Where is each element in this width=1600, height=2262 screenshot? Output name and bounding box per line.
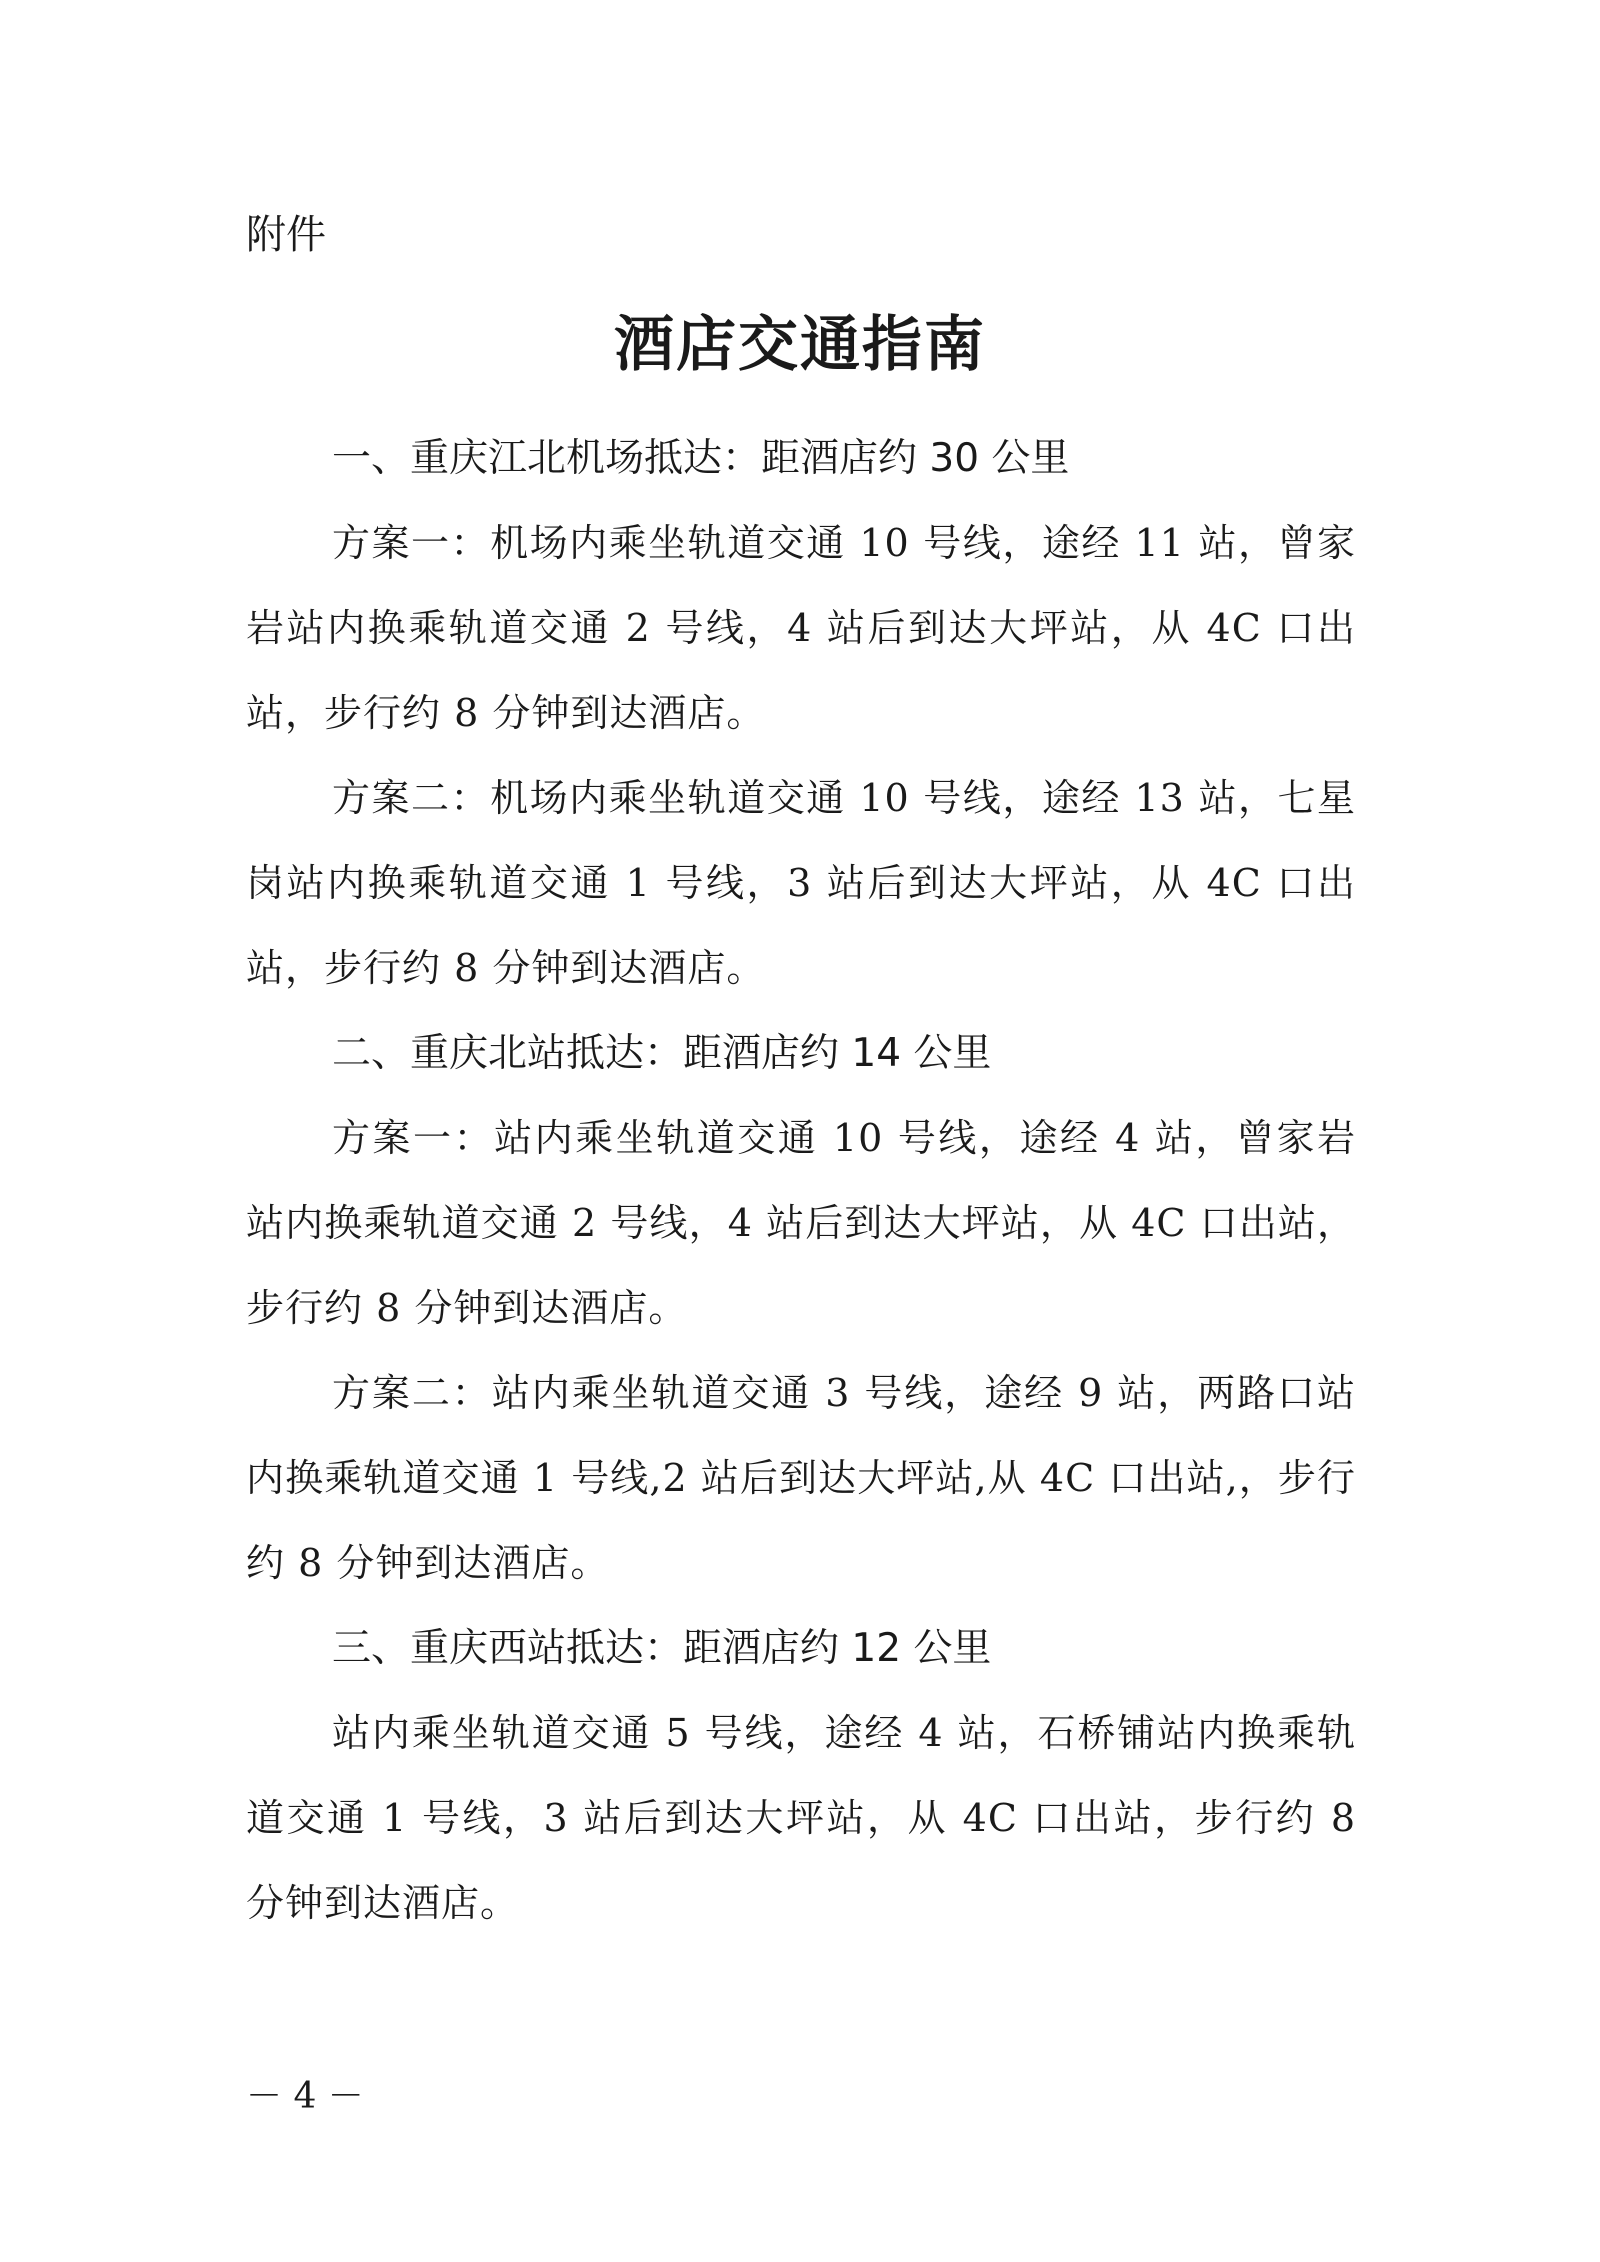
- page-number: － 4 －: [246, 2076, 364, 2117]
- airport-option-1: 方案一：机场内乘坐轨道交通 10 号线，途经 11 站，曾家岩站内换乘轨道交通 2 号线，4 站后到达大坪站，从 4C 口出站，步行约 8 分钟到达酒店。: [246, 521, 1356, 735]
- airport-option-2: 方案二：机场内乘坐轨道交通 10 号线，途经 13 站，七星岗站内换乘轨道交通 1 号线，3 站后到达大坪站，从 4C 口出站，步行约 8 分钟到达酒店。: [246, 776, 1356, 990]
- section-heading-west-station: 三、重庆西站抵达：距酒店约 12 公里: [332, 1626, 992, 1671]
- document-title: 酒店交通指南: [614, 310, 986, 380]
- north-station-option-2: 方案二：站内乘坐轨道交通 3 号线，途经 9 站，两路口站内换乘轨道交通 1 号线,2 站后到达大坪站,从 4C 口出站,，步行约 8 分钟到达酒店。: [246, 1371, 1356, 1585]
- attachment-label: 附件: [246, 212, 326, 258]
- section-heading-airport: 一、重庆江北机场抵达：距酒店约 30 公里: [332, 436, 1070, 481]
- west-station-route: 站内乘坐轨道交通 5 号线，途经 4 站，石桥铺站内换乘轨道交通 1 号线，3 站后到达大坪站，从 4C 口出站，步行约 8 分钟到达酒店。: [246, 1711, 1356, 1925]
- section-heading-north-station: 二、重庆北站抵达：距酒店约 14 公里: [332, 1031, 992, 1076]
- document-body: [246, 416, 1356, 1946]
- north-station-option-1: 方案一：站内乘坐轨道交通 10 号线，途经 4 站，曾家岩站内换乘轨道交通 2 号线，4 站后到达大坪站，从 4C 口出站，步行约 8 分钟到达酒店。: [246, 1116, 1356, 1330]
